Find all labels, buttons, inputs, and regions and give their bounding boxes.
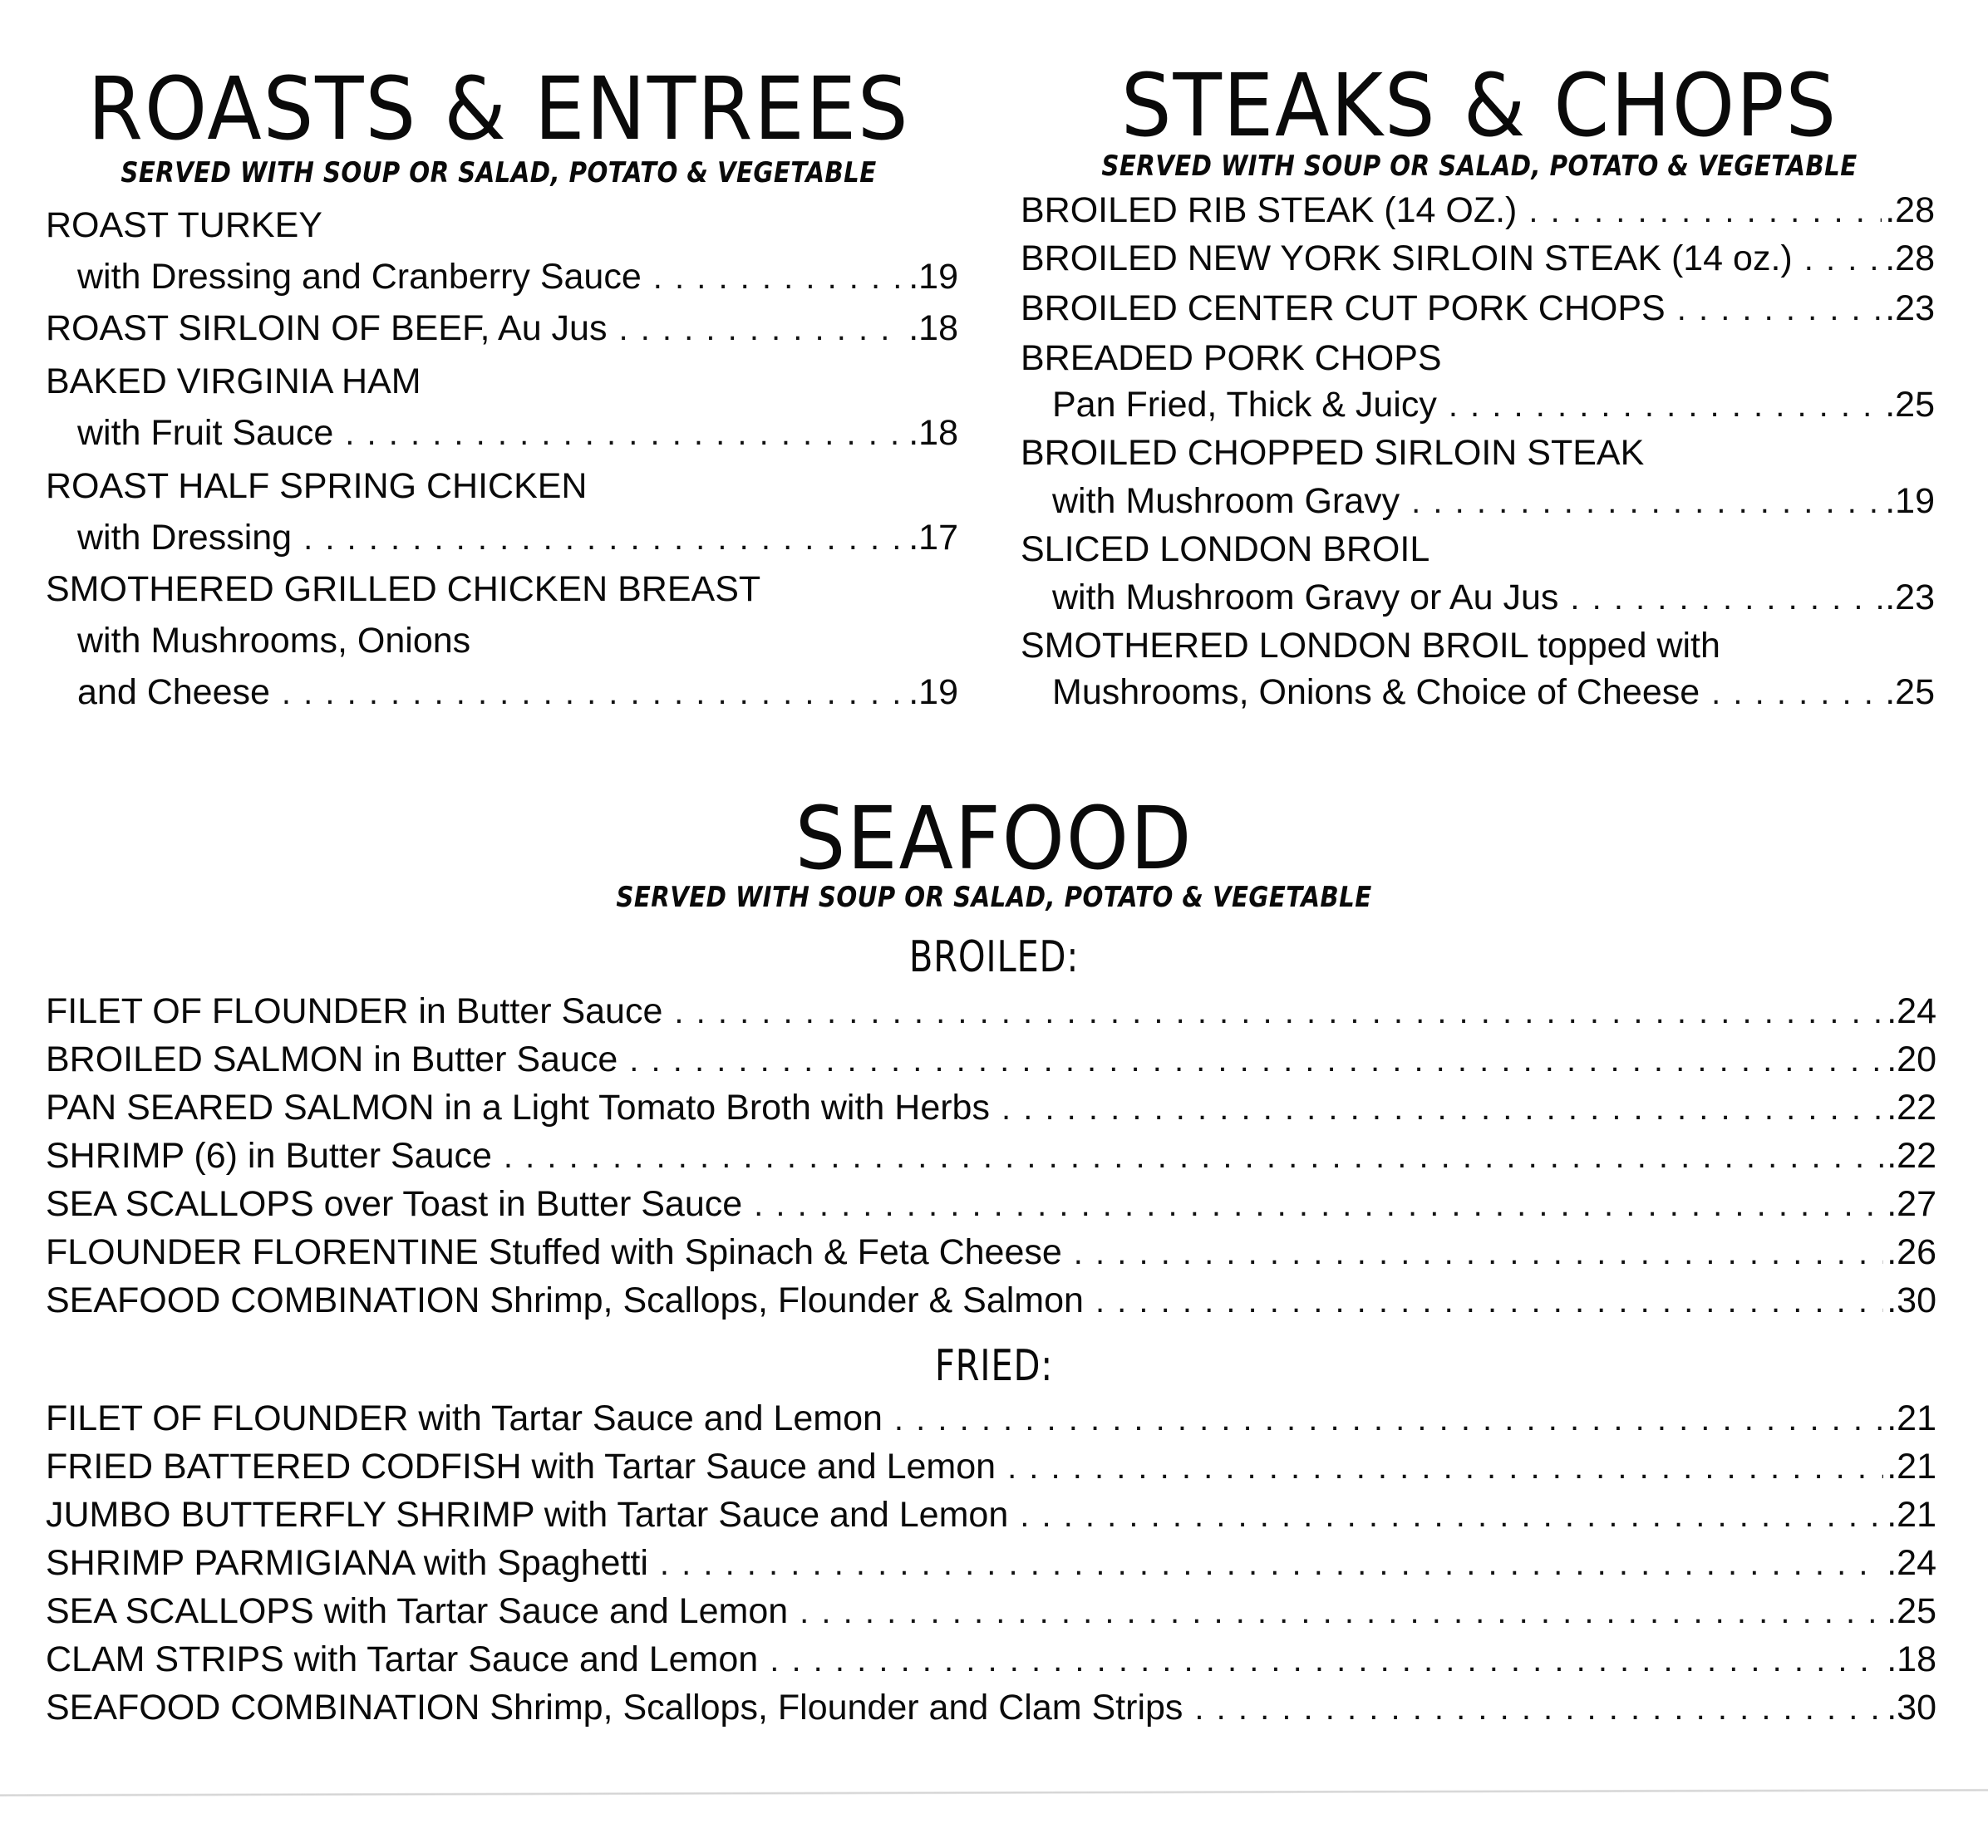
dot-leader xyxy=(1711,676,1882,710)
item-name: SEAFOOD COMBINATION Shrimp, Scallops, Flounder and Clam Strips xyxy=(46,1688,1183,1728)
item-price: .28 xyxy=(1885,190,1935,230)
dot-leader xyxy=(1677,292,1882,326)
menu-item-detail xyxy=(46,672,958,726)
menu-item-detail xyxy=(46,415,958,469)
dot-leader xyxy=(770,1644,1883,1677)
menu-item xyxy=(46,1184,1936,1235)
item-price: .26 xyxy=(1887,1232,1936,1272)
dot-leader xyxy=(660,1547,1883,1580)
item-name: SMOTHERED LONDON BROIL topped with xyxy=(1021,626,1720,666)
menu-item xyxy=(46,1232,1936,1283)
item-name: SHRIMP (6) in Butter Sauce xyxy=(46,1136,492,1176)
item-name: PAN SEARED SALMON in a Light Tomato Broth with Herbs xyxy=(46,1088,990,1128)
menu-item-detail xyxy=(1021,387,1935,435)
menu-item xyxy=(46,1690,1936,1738)
roasts-entrees-list xyxy=(46,205,958,726)
menu-item xyxy=(46,1280,1936,1331)
menu-item xyxy=(46,1138,1936,1187)
menu-item xyxy=(46,308,958,364)
item-name: SEAFOOD COMBINATION Shrimp, Scallops, Flounder & Salmon xyxy=(46,1280,1084,1320)
dot-leader xyxy=(1001,1092,1883,1125)
menu-item-detail xyxy=(1021,580,1935,628)
item-name: BROILED NEW YORK SIRLOIN STEAK (14 oz.) xyxy=(1021,238,1793,278)
menu-item xyxy=(46,1543,1936,1594)
menu-item-detail xyxy=(1021,481,1935,532)
item-price: .23 xyxy=(1885,288,1935,328)
menu-item xyxy=(46,1398,1936,1449)
item-price: .19 xyxy=(908,672,958,712)
dot-leader xyxy=(674,995,1883,1029)
menu-item xyxy=(1021,529,1935,580)
item-name: SLICED LONDON BROIL xyxy=(1021,529,1430,569)
menu-item xyxy=(1021,628,1935,675)
seafood-title: SEAFOOD xyxy=(795,788,1193,889)
page-edge-divider xyxy=(0,1789,1988,1796)
menu-item xyxy=(46,1090,1936,1138)
menu-item-detail xyxy=(46,259,958,311)
dot-leader xyxy=(894,1403,1883,1436)
item-price: .24 xyxy=(1887,1543,1936,1583)
dot-leader xyxy=(1528,194,1882,228)
item-name: FILET OF FLOUNDER with Tartar Sauce and Lemon xyxy=(46,1398,883,1438)
menu-item xyxy=(46,1042,1936,1090)
item-price: .22 xyxy=(1887,1088,1936,1128)
item-price: .20 xyxy=(1887,1040,1936,1079)
item-name: SMOTHERED GRILLED CHICKEN BREAST xyxy=(46,569,761,609)
item-price: .21 xyxy=(1887,1447,1936,1487)
item-price: .25 xyxy=(1885,385,1935,425)
item-price: .19 xyxy=(908,257,958,297)
item-name: SEA SCALLOPS with Tartar Sauce and Lemon xyxy=(46,1591,789,1631)
item-name: FRIED BATTERED CODFISH with Tartar Sauce and Lemon xyxy=(46,1447,996,1487)
item-price: .22 xyxy=(1887,1136,1936,1176)
broiled-seafood-list xyxy=(46,991,1936,1331)
menu-item xyxy=(46,1591,1936,1642)
dot-leader xyxy=(282,676,905,710)
dot-leader xyxy=(303,522,905,555)
item-name: CLAM STRIPS with Tartar Sauce and Lemon xyxy=(46,1639,759,1679)
dot-leader xyxy=(1007,1451,1883,1484)
item-price: .21 xyxy=(1887,1495,1936,1535)
item-detail: with Mushroom Gravy or Au Jus xyxy=(1052,578,1559,617)
item-price: .27 xyxy=(1887,1184,1936,1224)
item-price: .30 xyxy=(1887,1688,1936,1728)
item-price: .30 xyxy=(1887,1280,1936,1320)
menu-item xyxy=(1021,288,1935,341)
item-price: .18 xyxy=(908,413,958,453)
dot-leader xyxy=(1449,389,1882,422)
item-name: ROAST TURKEY xyxy=(46,205,322,245)
roasts-entrees-subtitle: SERVED WITH SOUP OR SALAD, POTATO & VEGETABLE xyxy=(121,156,877,189)
item-name: BROILED CHOPPED SIRLOIN STEAK xyxy=(1021,433,1645,473)
dot-leader xyxy=(754,1188,1883,1221)
item-price: .28 xyxy=(1885,238,1935,278)
menu-item xyxy=(46,1497,1936,1546)
item-price: .17 xyxy=(908,518,958,558)
menu-item-detail xyxy=(46,623,958,675)
item-price: .24 xyxy=(1887,991,1936,1031)
item-detail: with Dressing xyxy=(77,518,293,558)
item-price: .25 xyxy=(1887,1591,1936,1631)
dot-leader xyxy=(1074,1236,1883,1270)
item-name: SEA SCALLOPS over Toast in Butter Sauce xyxy=(46,1184,743,1224)
item-price: .19 xyxy=(1885,481,1935,521)
item-price: .21 xyxy=(1887,1398,1936,1438)
item-name: SHRIMP PARMIGIANA with Spaghetti xyxy=(46,1543,648,1583)
dot-leader xyxy=(1411,485,1882,519)
item-detail: and Cheese xyxy=(77,672,270,712)
menu-item xyxy=(46,1449,1936,1497)
item-name: BROILED CENTER CUT PORK CHOPS xyxy=(1021,288,1666,328)
steaks-chops-subtitle: SERVED WITH SOUP OR SALAD, POTATO & VEGETABLE xyxy=(1101,150,1858,183)
fried-seafood-list xyxy=(46,1398,1936,1738)
menu-item xyxy=(1021,238,1935,291)
steaks-chops-title: STEAKS & CHOPS xyxy=(1120,55,1838,156)
item-detail: with Dressing and Cranberry Sauce xyxy=(77,257,642,297)
item-detail: Pan Fried, Thick & Juicy xyxy=(1052,385,1437,425)
dot-leader xyxy=(1020,1499,1883,1532)
item-detail: with Mushrooms, Onions xyxy=(77,621,471,661)
broiled-heading: BROILED: xyxy=(908,932,1080,982)
item-price: .25 xyxy=(1885,672,1935,712)
menu-item xyxy=(46,205,958,259)
menu-item xyxy=(46,361,958,415)
menu-item xyxy=(1021,190,1935,241)
menu-item xyxy=(46,1639,1936,1690)
dot-leader xyxy=(345,417,905,450)
item-price: .18 xyxy=(1887,1639,1936,1679)
menu-item-detail xyxy=(1021,672,1935,723)
dot-leader xyxy=(629,1044,1883,1077)
menu-item xyxy=(46,569,958,623)
seafood-subtitle: SERVED WITH SOUP OR SALAD, POTATO & VEGETABLE xyxy=(616,881,1372,914)
item-detail: with Fruit Sauce xyxy=(77,413,334,453)
dot-leader xyxy=(800,1595,1883,1629)
item-name: ROAST HALF SPRING CHICKEN xyxy=(46,466,588,506)
item-name: JUMBO BUTTERFLY SHRIMP with Tartar Sauce and Lemon xyxy=(46,1495,1009,1535)
dot-leader xyxy=(1194,1692,1883,1725)
dot-leader xyxy=(504,1140,1883,1173)
dot-leader xyxy=(618,312,905,346)
item-detail: with Mushroom Gravy xyxy=(1052,481,1400,521)
fried-heading: FRIED: xyxy=(934,1341,1054,1391)
menu-item-detail xyxy=(46,520,958,572)
dot-leader xyxy=(653,261,905,294)
menu-item xyxy=(1021,435,1935,484)
menu-item xyxy=(46,991,1936,1042)
menu-item xyxy=(46,466,958,520)
item-name: FILET OF FLOUNDER in Butter Sauce xyxy=(46,991,663,1031)
dot-leader xyxy=(1804,243,1882,276)
item-name: ROAST SIRLOIN OF BEEF, Au Jus xyxy=(46,308,608,348)
item-name: BREADED PORK CHOPS xyxy=(1021,338,1442,378)
item-price: .23 xyxy=(1885,578,1935,617)
item-price: .18 xyxy=(908,308,958,348)
item-name: BROILED SALMON in Butter Sauce xyxy=(46,1040,618,1079)
item-detail: Mushrooms, Onions & Choice of Cheese xyxy=(1052,672,1700,712)
steaks-chops-list xyxy=(1021,190,1935,723)
menu-item xyxy=(1021,338,1935,387)
item-name: BAKED VIRGINIA HAM xyxy=(46,361,421,401)
dot-leader xyxy=(1570,582,1882,615)
item-name: BROILED RIB STEAK (14 OZ.) xyxy=(1021,190,1518,230)
item-name: FLOUNDER FLORENTINE Stuffed with Spinach & Feta Cheese xyxy=(46,1232,1062,1272)
roasts-entrees-title: ROASTS & ENTREES xyxy=(87,58,910,160)
dot-leader xyxy=(1095,1285,1883,1318)
